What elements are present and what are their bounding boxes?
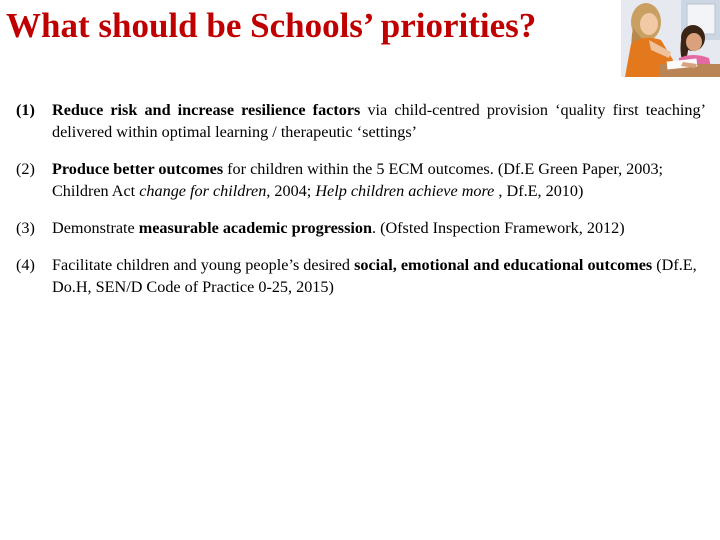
emphasis-bold-text: measurable academic progression	[138, 219, 372, 237]
emphasis-bold-text: social, emotional and educational outcomes	[354, 256, 653, 274]
priority-text	[52, 217, 706, 239]
priority-text	[52, 254, 706, 298]
emphasis-italic-text: change for children,	[139, 182, 271, 200]
text-run: . (Ofsted Inspection Framework, 2012)	[371, 219, 625, 237]
text-run: , Df.E, 2010)	[494, 182, 584, 200]
priority-number: (1)	[16, 101, 35, 119]
priorities-list	[16, 99, 706, 298]
text-run: (Df.E, Do.H, SEN/D Code of Practice 0-25, 2015)	[52, 256, 697, 296]
priority-number: (3)	[16, 219, 35, 237]
emphasis-italic-text: Help children achieve more	[315, 182, 495, 200]
slide-title: What should be Schools’ priorities?	[6, 6, 537, 45]
priority-number: (4)	[16, 256, 35, 274]
priority-text	[52, 99, 706, 143]
text-run: Facilitate children and young people’s desired	[52, 256, 355, 274]
photo-illustration	[621, 0, 720, 77]
emphasis-bold-text: Produce better outcomes	[52, 160, 224, 178]
priority-item-3	[16, 217, 706, 239]
priority-item-2	[16, 158, 706, 202]
emphasis-bold-text: Reduce risk and increase resilience factors	[52, 101, 361, 119]
text-run: for children within the 5 ECM outcomes. (Df.E Green Paper, 2003; Children Act	[52, 160, 664, 200]
priority-item-1	[16, 99, 706, 143]
text-run: Demonstrate	[52, 219, 139, 237]
teacher-student-photo	[621, 0, 720, 77]
priority-text	[52, 158, 706, 202]
priority-number: (2)	[16, 160, 35, 178]
priority-item-4	[16, 254, 706, 298]
text-run: 2004;	[270, 182, 316, 200]
text-run: via child-centred provision ‘quality first teaching’ delivered within optimal learning / therapeutic ‘settings’	[52, 101, 706, 141]
